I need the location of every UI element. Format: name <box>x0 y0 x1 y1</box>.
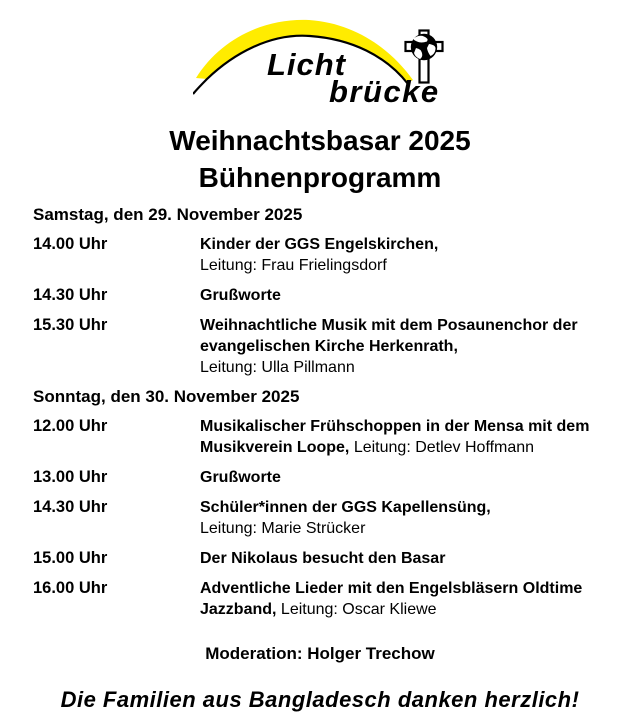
schedule-row <box>33 285 628 306</box>
schedule-row <box>33 497 628 539</box>
event-description <box>200 285 628 306</box>
time-label: 15.30 Uhr <box>33 316 108 334</box>
day-header: Samstag, den 29. November 2025 <box>33 205 303 224</box>
event-leader-segment: Leitung: Detlev Hoffmann <box>349 439 535 456</box>
time-label: 14.30 Uhr <box>33 498 108 516</box>
footer-thanks: Die Familien aus Bangladesch danken herzlich! <box>60 687 580 712</box>
event-leader-segment: Leitung: Frau Frielingsdorf <box>200 257 387 274</box>
schedule-row <box>33 548 628 569</box>
event-description <box>200 548 628 569</box>
moderation-line: Moderation: Holger Trechow <box>205 644 435 663</box>
event-leader-segment: Leitung: Ulla Pillmann <box>200 359 355 376</box>
event-title-segment: Grußworte <box>200 287 281 304</box>
schedule-row <box>33 578 628 620</box>
event-title-segment: Weihnachtliche Musik mit dem Posaunenchor der <box>200 317 578 334</box>
event-title-segment: Grußworte <box>200 469 281 486</box>
event-title-segment: Kinder der GGS Engelskirchen, <box>200 236 439 253</box>
lichtbruecke-logo <box>193 16 463 112</box>
event-description <box>200 315 628 378</box>
time-label: 12.00 Uhr <box>33 417 108 435</box>
event-description <box>200 497 628 539</box>
event-title-segment: Musikverein Loope, <box>200 439 350 456</box>
time-label: 14.30 Uhr <box>33 286 108 304</box>
schedule-row <box>33 416 628 458</box>
event-title-segment: Schüler*innen der GGS Kapellensüng, <box>200 499 491 516</box>
schedule <box>33 204 628 620</box>
event-title-segment: Adventliche Lieder mit den Engelsbläsern Oldtime <box>200 580 583 597</box>
time-label: 13.00 Uhr <box>33 468 108 486</box>
schedule-row <box>33 234 628 276</box>
event-description <box>200 578 628 620</box>
event-title-segment: Jazzband, <box>200 601 277 618</box>
event-description <box>200 234 628 276</box>
event-leader-segment: Leitung: Oscar Kliewe <box>276 601 437 618</box>
time-label: 14.00 Uhr <box>33 235 108 253</box>
event-description <box>200 467 628 488</box>
event-description <box>200 416 628 458</box>
logo-text-licht: Licht <box>267 47 347 82</box>
event-title-segment: Der Nikolaus besucht den Basar <box>200 550 446 567</box>
event-title-segment: Musikalischer Frühschoppen in der Mensa mit dem <box>200 418 590 435</box>
day-header: Sonntag, den 30. November 2025 <box>33 387 300 406</box>
logo-text-bruecke: brücke <box>329 74 440 109</box>
title-line2: Bühnenprogramm <box>198 162 442 193</box>
schedule-row <box>33 315 628 378</box>
time-label: 16.00 Uhr <box>33 579 108 597</box>
time-label: 15.00 Uhr <box>33 549 108 567</box>
title-line1: Weihnachtsbasar 2025 <box>169 125 471 156</box>
event-leader-segment: Leitung: Marie Strücker <box>200 520 366 537</box>
event-title-segment: evangelischen Kirche Herkenrath, <box>200 338 458 355</box>
schedule-row <box>33 467 628 488</box>
